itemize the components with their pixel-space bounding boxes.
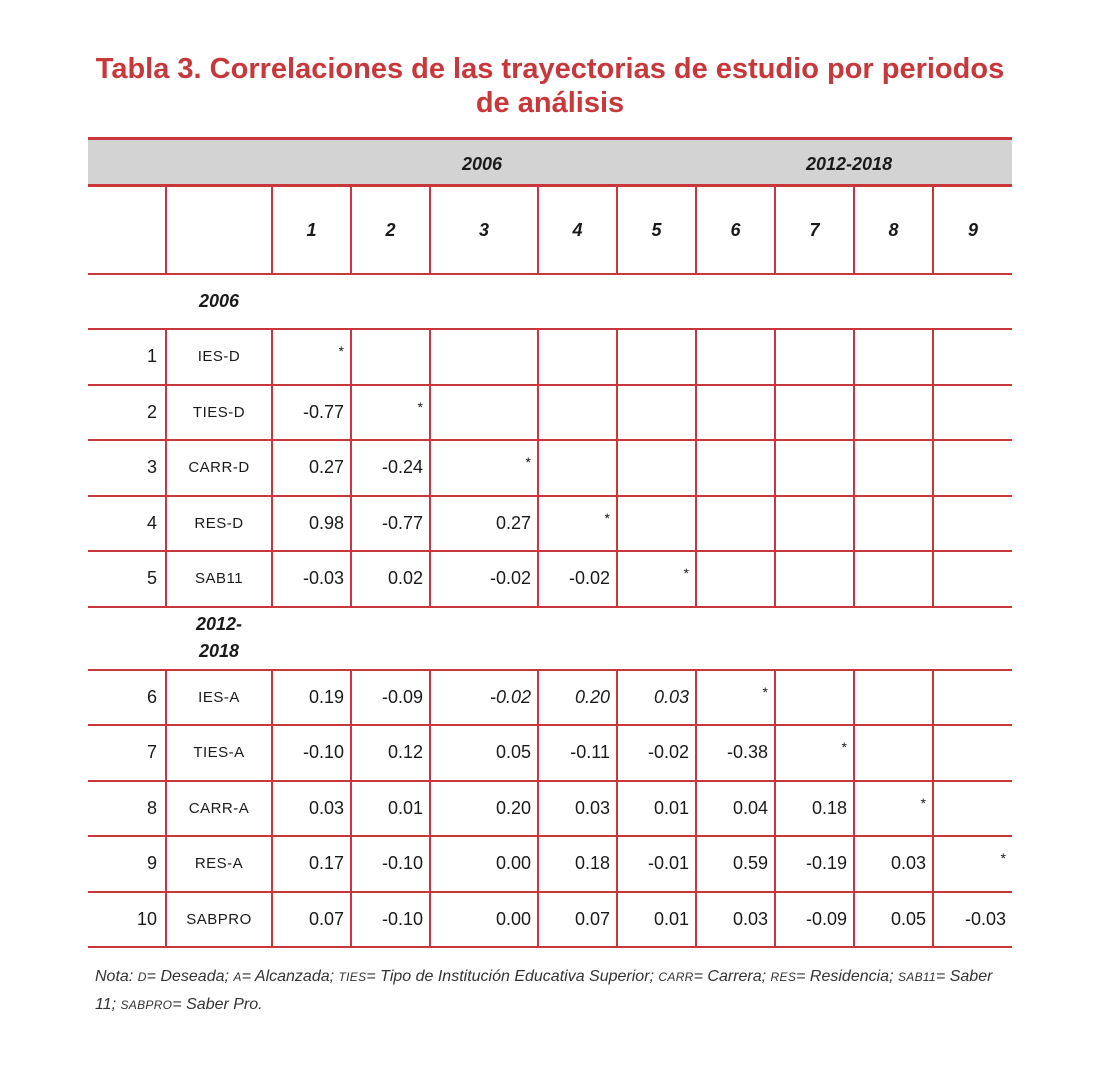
section-spacer xyxy=(272,274,1012,329)
correlation-cell xyxy=(617,551,696,607)
period-header-band xyxy=(88,137,1012,187)
correlation-cell: -0.02 xyxy=(538,551,617,607)
correlation-cell: 0.59 xyxy=(696,836,775,892)
correlation-cell: 0.27 xyxy=(272,440,351,496)
note-prefix: Nota: xyxy=(95,968,138,985)
column-header-row xyxy=(88,187,1012,274)
note-text-d: = Deseada; xyxy=(146,968,234,985)
row-variable: RES-A xyxy=(166,836,272,892)
correlation-cell: -0.10 xyxy=(272,725,351,781)
row-index: 10 xyxy=(88,892,166,948)
correlation-cell: 0.98 xyxy=(272,496,351,552)
correlation-cell: 0.02 xyxy=(351,551,430,607)
column-header-4: 4 xyxy=(538,187,617,274)
correlation-cell: 0.03 xyxy=(854,836,933,892)
correlation-cell xyxy=(617,385,696,441)
correlation-cell: 0.07 xyxy=(272,892,351,948)
diagonal-marker: * xyxy=(338,343,344,360)
note-text-res: = Residencia; xyxy=(796,968,898,985)
correlation-cell xyxy=(775,385,854,441)
note-text-ties: = Tipo de Institución Educativa Superior; xyxy=(366,968,659,985)
row-index: 3 xyxy=(88,440,166,496)
correlation-cell xyxy=(933,781,1012,837)
correlation-cell: -0.10 xyxy=(351,892,430,948)
row-variable: SABPRO xyxy=(166,892,272,948)
correlation-cell: 0.03 xyxy=(272,781,351,837)
correlation-cell xyxy=(854,725,933,781)
correlation-cell xyxy=(696,551,775,607)
correlation-cell: 0.03 xyxy=(696,892,775,948)
diagonal-marker: * xyxy=(1000,850,1006,867)
correlation-cell xyxy=(854,670,933,726)
table-title-line-1: Tabla 3. Correlaciones de las trayectorias de estudio por periodos xyxy=(95,53,1005,85)
correlation-cell xyxy=(854,551,933,607)
correlation-cell: 0.27 xyxy=(430,496,538,552)
section-spacer xyxy=(272,607,1012,670)
correlation-cell: -0.10 xyxy=(351,836,430,892)
correlation-cell: 0.04 xyxy=(696,781,775,837)
correlation-cell: -0.19 xyxy=(775,836,854,892)
diagonal-marker: * xyxy=(683,565,689,582)
row-index: 5 xyxy=(88,551,166,607)
column-header-1: 1 xyxy=(272,187,351,274)
correlation-cell: -0.03 xyxy=(933,892,1012,948)
note-abbr-sabpro: SABPRO xyxy=(120,998,173,1012)
correlation-cell: 0.17 xyxy=(272,836,351,892)
column-header-6: 6 xyxy=(696,187,775,274)
correlation-cell xyxy=(351,385,430,441)
table-title xyxy=(60,52,1040,120)
diagonal-marker: * xyxy=(604,509,610,526)
correlation-cell xyxy=(854,440,933,496)
correlation-cell: 0.20 xyxy=(430,781,538,837)
section-spacer xyxy=(88,274,166,329)
correlation-cell xyxy=(696,670,775,726)
correlation-cell xyxy=(933,836,1012,892)
correlation-cell: -0.77 xyxy=(272,385,351,441)
note-text-a: = Alcanzada; xyxy=(241,968,339,985)
correlation-cell xyxy=(538,440,617,496)
correlation-cell: 0.18 xyxy=(538,836,617,892)
correlation-cell: -0.11 xyxy=(538,725,617,781)
diagonal-marker: * xyxy=(762,683,768,700)
correlation-cell xyxy=(430,385,538,441)
correlation-cell xyxy=(854,385,933,441)
correlation-cell xyxy=(775,329,854,385)
correlation-cell: -0.01 xyxy=(617,836,696,892)
correlation-cell: 0.19 xyxy=(272,670,351,726)
table-row xyxy=(88,670,1012,726)
correlation-cell: 0.05 xyxy=(854,892,933,948)
note-abbr-d: D xyxy=(137,970,147,984)
correlation-cell: 0.07 xyxy=(538,892,617,948)
correlation-cell xyxy=(933,329,1012,385)
correlation-cell: 0.18 xyxy=(775,781,854,837)
section-row-2012-2018 xyxy=(88,607,1012,670)
table-row xyxy=(88,781,1012,837)
correlation-cell xyxy=(933,496,1012,552)
table-row xyxy=(88,329,1012,385)
diagonal-marker: * xyxy=(417,398,423,415)
diagonal-marker: * xyxy=(920,794,926,811)
correlation-cell: 0.01 xyxy=(351,781,430,837)
column-header-3: 3 xyxy=(430,187,538,274)
correlation-cell xyxy=(933,725,1012,781)
row-variable: TIES-A xyxy=(166,725,272,781)
correlation-cell xyxy=(775,440,854,496)
table-row xyxy=(88,385,1012,441)
correlation-cell xyxy=(933,551,1012,607)
correlation-cell xyxy=(696,385,775,441)
correlation-cell: 0.05 xyxy=(430,725,538,781)
table-row xyxy=(88,440,1012,496)
row-index: 9 xyxy=(88,836,166,892)
table-note xyxy=(95,963,1005,1019)
table-row xyxy=(88,551,1012,607)
correlation-cell xyxy=(775,496,854,552)
table-row xyxy=(88,496,1012,552)
correlation-cell xyxy=(351,329,430,385)
section-label-line-1: 2012- xyxy=(195,614,243,634)
correlation-cell xyxy=(538,329,617,385)
table-body xyxy=(88,187,1012,947)
correlation-cell: 0.01 xyxy=(617,892,696,948)
diagonal-marker: * xyxy=(841,739,847,756)
correlation-cell: -0.38 xyxy=(696,725,775,781)
row-variable: IES-A xyxy=(166,670,272,726)
correlation-cell xyxy=(775,725,854,781)
table-row xyxy=(88,725,1012,781)
period-label-2006: 2006 xyxy=(462,154,503,174)
correlation-cell xyxy=(430,329,538,385)
row-variable: CARR-A xyxy=(166,781,272,837)
correlation-cell xyxy=(696,329,775,385)
diagonal-marker: * xyxy=(525,454,531,471)
row-index: 4 xyxy=(88,496,166,552)
table-row xyxy=(88,892,1012,948)
correlation-cell xyxy=(617,440,696,496)
correlation-cell xyxy=(854,496,933,552)
row-index: 8 xyxy=(88,781,166,837)
correlation-table xyxy=(88,187,1012,948)
correlation-cell: -0.02 xyxy=(430,670,538,726)
column-header-8: 8 xyxy=(854,187,933,274)
correlation-cell: -0.77 xyxy=(351,496,430,552)
correlation-cell: 0.00 xyxy=(430,892,538,948)
row-index: 1 xyxy=(88,329,166,385)
column-header-2: 2 xyxy=(351,187,430,274)
correlation-cell: -0.24 xyxy=(351,440,430,496)
correlation-cell: 0.01 xyxy=(617,781,696,837)
row-variable: RES-D xyxy=(166,496,272,552)
header-empty-cell xyxy=(166,187,272,274)
table-row xyxy=(88,836,1012,892)
note-text-sabpro: = Saber Pro. xyxy=(172,996,263,1013)
row-variable: TIES-D xyxy=(166,385,272,441)
note-abbr-a: A xyxy=(233,970,242,984)
section-label-2012-2018 xyxy=(166,607,272,670)
row-variable: SAB11 xyxy=(166,551,272,607)
section-label-line-2: 2018 xyxy=(198,641,240,661)
section-label-2006: 2006 xyxy=(166,274,272,329)
correlation-cell: 0.03 xyxy=(538,781,617,837)
note-text-sab11: = Saber 11; xyxy=(95,968,993,1013)
note-abbr-sab11: SAB11 xyxy=(897,970,936,984)
period-label-2012-2018: 2012-2018 xyxy=(806,154,893,174)
correlation-cell xyxy=(696,496,775,552)
correlation-cell: 0.12 xyxy=(351,725,430,781)
correlation-cell: -0.02 xyxy=(617,725,696,781)
correlation-cell: 0.20 xyxy=(538,670,617,726)
row-index: 2 xyxy=(88,385,166,441)
correlation-cell: 0.03 xyxy=(617,670,696,726)
correlation-cell xyxy=(775,551,854,607)
column-header-7: 7 xyxy=(775,187,854,274)
correlation-cell xyxy=(696,440,775,496)
correlation-cell: -0.02 xyxy=(430,551,538,607)
correlation-cell: -0.09 xyxy=(351,670,430,726)
correlation-cell xyxy=(617,496,696,552)
correlation-cell: -0.09 xyxy=(775,892,854,948)
header-empty-cell xyxy=(88,187,166,274)
note-abbr-res: RES xyxy=(770,970,797,984)
correlation-cell: -0.03 xyxy=(272,551,351,607)
section-row-2006 xyxy=(88,274,1012,329)
note-abbr-ties: TIES xyxy=(338,970,367,984)
correlation-cell xyxy=(854,329,933,385)
column-header-9: 9 xyxy=(933,187,1012,274)
correlation-cell xyxy=(933,440,1012,496)
note-text-carr: = Carrera; xyxy=(693,968,771,985)
correlation-cell xyxy=(272,329,351,385)
correlation-cell: 0.00 xyxy=(430,836,538,892)
correlation-cell xyxy=(430,440,538,496)
correlation-cell xyxy=(854,781,933,837)
row-variable: IES-D xyxy=(166,329,272,385)
correlation-cell xyxy=(538,496,617,552)
correlation-cell xyxy=(538,385,617,441)
row-variable: CARR-D xyxy=(166,440,272,496)
column-header-5: 5 xyxy=(617,187,696,274)
correlation-cell xyxy=(775,670,854,726)
correlation-cell xyxy=(617,329,696,385)
table-title-line-2: de análisis xyxy=(475,87,625,119)
section-spacer xyxy=(88,607,166,670)
correlation-cell xyxy=(933,385,1012,441)
note-abbr-carr: CARR xyxy=(658,970,694,984)
row-index: 7 xyxy=(88,725,166,781)
row-index: 6 xyxy=(88,670,166,726)
correlation-cell xyxy=(933,670,1012,726)
